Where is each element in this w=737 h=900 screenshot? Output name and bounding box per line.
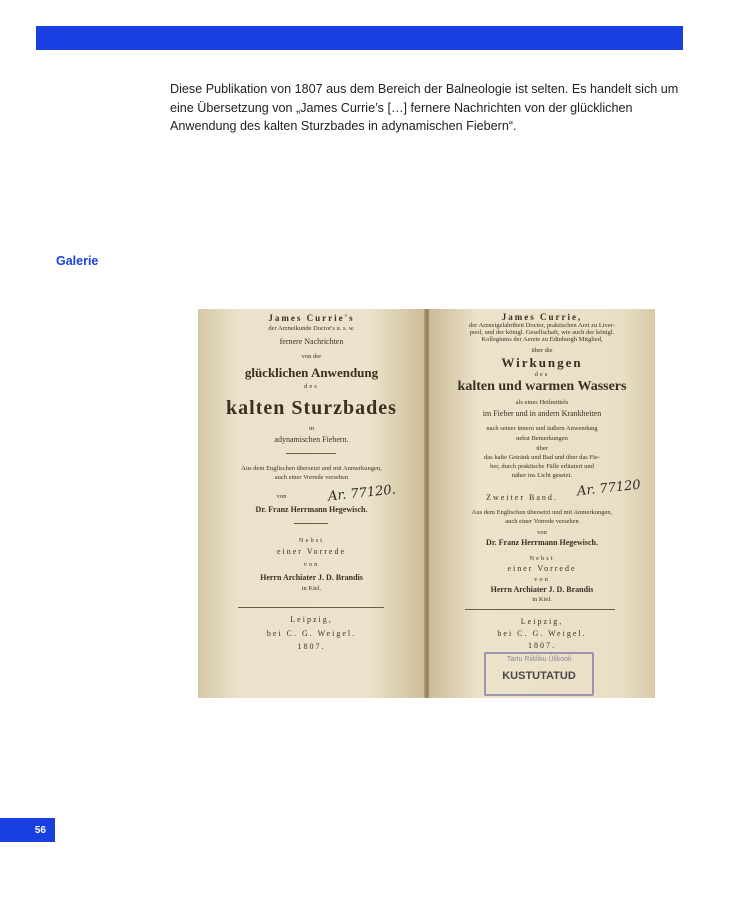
left-line: von der [301, 353, 322, 360]
divider-rule [286, 453, 336, 454]
stamp-main-text: KUSTUTATUD [502, 670, 576, 682]
right-line: Aus dem Englischen übersetzt und mit Anmerkungen, [471, 509, 613, 516]
left-line: bei C. G. Weigel. [266, 629, 357, 638]
handwritten-signature: Ar. 77120. [327, 482, 397, 505]
right-line: nebst Bemerkungen [516, 435, 568, 442]
intro-paragraph: Diese Publikation von 1807 aus dem Bereich der Balneologie ist selten. Es handelt sich um eine Übersetzung von „James Currie’s […] fernere Nachrichten von der glücklichen Anwendung des kalten Sturzbades in adynamischen Fiebern“. [170, 82, 679, 133]
right-line: Zweiter Band. [486, 493, 558, 502]
left-line: adynamischen Fiebern. [274, 435, 349, 444]
left-line: glücklichen Anwendung [244, 365, 379, 380]
right-line: Leipzig, [520, 617, 564, 626]
right-line: der Arzneigelahrtheit Doctor, praktischen Arzt zu Liver- [469, 322, 615, 329]
section-heading-galerie: Galerie [56, 254, 99, 268]
right-line: auch einer Vorrede versehen [505, 518, 579, 525]
left-line: von [276, 493, 287, 500]
divider-rule [238, 607, 384, 608]
stamp-top-text: Tartu Riikliku Ülikooli [506, 656, 572, 663]
right-line: des [534, 371, 550, 378]
right-line: über [536, 445, 548, 452]
header-bar [36, 26, 683, 50]
left-line: Dr. Franz Herrmann Hegewisch. [255, 505, 368, 514]
left-line: auch einer Vorrede versehen [274, 474, 349, 481]
left-line: einer Vorrede [276, 547, 347, 556]
left-line: Herrn Archiater J. D. Brandis [260, 573, 363, 582]
left-line: von [303, 561, 320, 568]
right-line: in Kiel. [532, 596, 552, 603]
right-line: ber, durch praktische Fälle erläutert und [490, 463, 594, 470]
left-line: 1807. [297, 642, 326, 651]
right-line: James Currie, [501, 312, 583, 322]
left-line: in Kiel. [301, 585, 322, 592]
right-line: als eines Heilmittels [515, 399, 569, 406]
gallery-image-book-spread[interactable] [198, 309, 655, 698]
left-line: der Arzneikunde Doctor's u. s. w. [268, 325, 355, 332]
right-line: von [537, 529, 547, 536]
divider-rule [465, 609, 615, 610]
right-line: pool, und der königl. Gesellschaft, wie auch der königl. [469, 329, 615, 336]
right-line: Nebst [529, 555, 555, 562]
left-line: Aus dem Englischen übersetzt und mit Anmerkungen, [241, 465, 382, 472]
library-stamp [484, 652, 594, 696]
right-line: Wirkungen [501, 355, 583, 370]
left-line: kalten Sturzbades [226, 397, 397, 419]
right-line: näher ins Licht gesetzt. [511, 472, 573, 479]
right-line: Herrn Archiater J. D. Brandis [490, 585, 594, 594]
right-line: von [534, 576, 550, 583]
right-line: 1807. [528, 641, 556, 650]
divider-rule [294, 523, 328, 524]
left-line: des [304, 383, 319, 390]
book-right-page [429, 309, 655, 698]
right-line: über die [531, 347, 553, 354]
right-line: das kalte Getränk und Bad und über das Fie- [484, 454, 600, 461]
left-line: Nebst [298, 537, 325, 544]
left-line: in [308, 425, 315, 432]
book-left-page [198, 309, 425, 698]
right-line: Kollegiums der Aerzte zu Edinburgh Mitglied, [481, 336, 603, 343]
right-line: nach seiner innern und äußern Anwendung [486, 425, 598, 432]
page-number-badge: 56 [0, 818, 55, 842]
handwritten-signature: Ar. 77120 [576, 477, 642, 500]
left-line: James Currie's [268, 313, 355, 323]
left-line: fernere Nachrichten [279, 337, 344, 346]
right-line: kalten und warmen Wassers [457, 379, 627, 394]
right-line: einer Vorrede [507, 564, 577, 573]
right-line: bei C. G. Weigel. [497, 629, 587, 638]
left-line: Leipzig, [290, 615, 333, 624]
right-line: im Fieber und in andern Krankheiten [482, 409, 602, 418]
right-line: Dr. Franz Herrmann Hegewisch. [486, 538, 598, 547]
